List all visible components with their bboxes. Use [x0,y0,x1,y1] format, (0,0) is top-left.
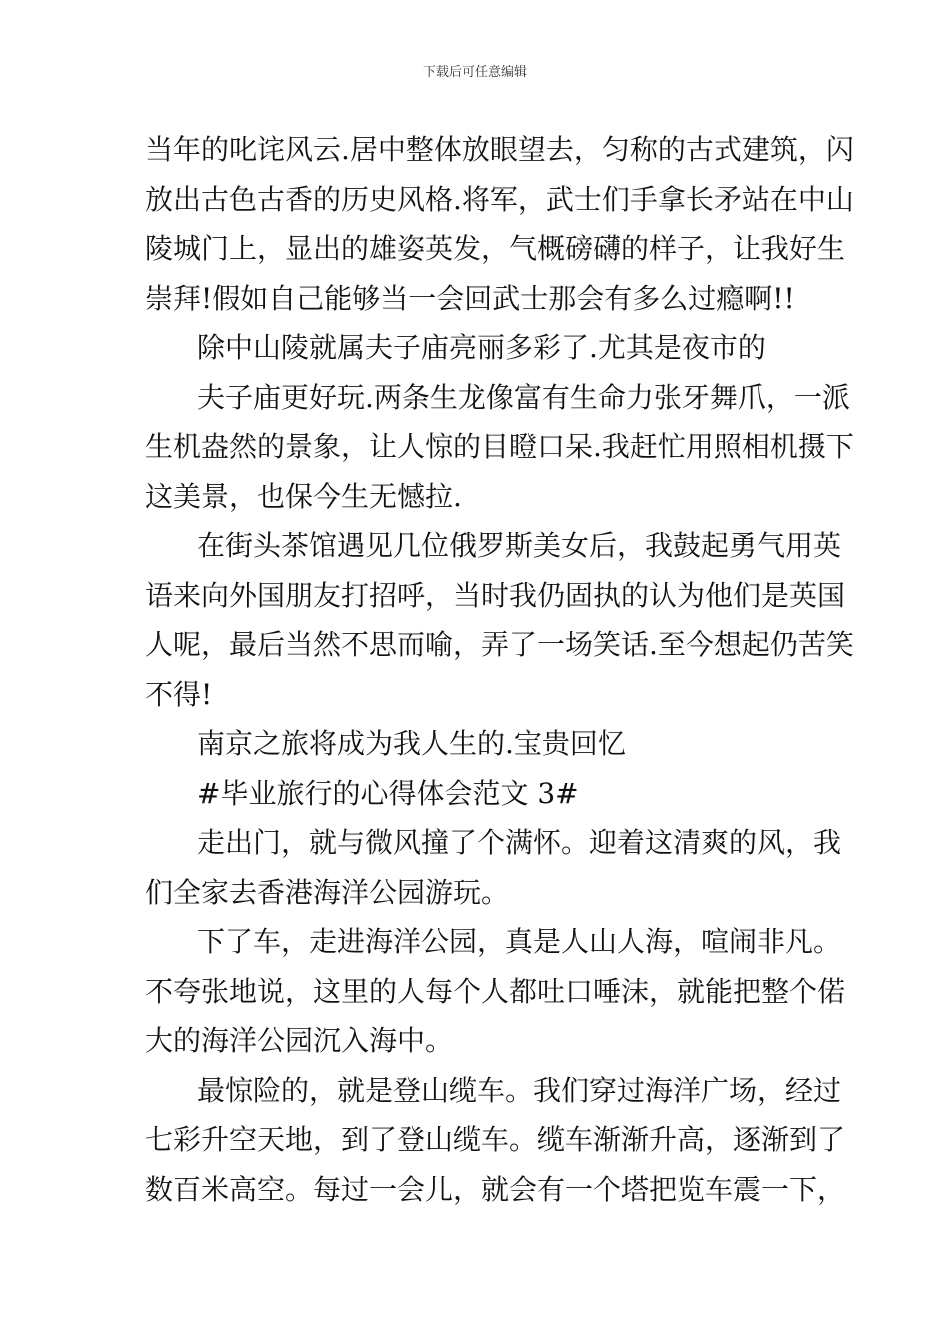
text-line: 这美景，也保今生无憾拉. [145,479,462,513]
text-line: 人呢，最后当然不思而喻，弄了一场笑话.至今想起仍苦笑 [145,628,854,661]
text-line: 当年的叱诧风云.居中整体放眼望去，匀称的古式建筑，闪 [145,133,854,166]
text-line: 数百米高空。每过一会儿，就会有一个塔把览车震一下， [145,1172,846,1206]
text-line: 下了车，走进海洋公园，真是人山人海，喧闹非凡。 [197,925,842,958]
text-line: 南京之旅将成为我人生的.宝贵回忆 [197,727,626,760]
text-line: 除中山陵就属夫子庙亮丽多彩了.尤其是夜市的 [197,331,766,364]
text-line: 不夸张地说，这里的人每个人都吐口唾沫，就能把整个偌 [145,974,846,1008]
text-line: 们全家去香港海洋公园游玩。 [145,875,510,909]
text-line: 生机盎然的景象，让人惊的目瞪口呆.我赶忙用照相机摄下 [145,430,854,463]
text-line: 语来向外国朋友打招呼，当时我仍固执的认为他们是英国 [145,578,846,612]
text-line: 陵城门上，显出的雄姿英发，气概磅礴的样子，让我好生 [145,232,846,265]
text-line: 夫子庙更好玩.两条生龙像富有生命力张牙舞爪，一派 [197,380,850,414]
text-line: 最惊险的，就是登山缆车。我们穿过海洋广场，经过 [197,1073,842,1107]
document-body [145,125,854,1214]
section-heading: #毕业旅行的心得体会范文 3# [197,776,579,810]
text-line: 崇拜!假如自己能够当一会回武士那会有多么过瘾啊!! [145,281,795,315]
text-line: 走出门，就与微风撞了个满怀。迎着这清爽的风，我 [197,826,842,859]
text-line: 放出古色古香的历史风格.将军，武士们手拿长矛站在中山 [145,182,854,216]
page-header: 下载后可任意编辑 [422,65,527,80]
text-line: 大的海洋公园沉入海中。 [145,1024,454,1057]
text-line: 七彩升空天地，到了登山缆车。缆车渐渐升高，逐渐到了 [145,1123,846,1156]
text-line: 不得! [145,677,213,711]
text-line: 在街头茶馆遇见几位俄罗斯美女后，我鼓起勇气用英 [197,529,842,562]
